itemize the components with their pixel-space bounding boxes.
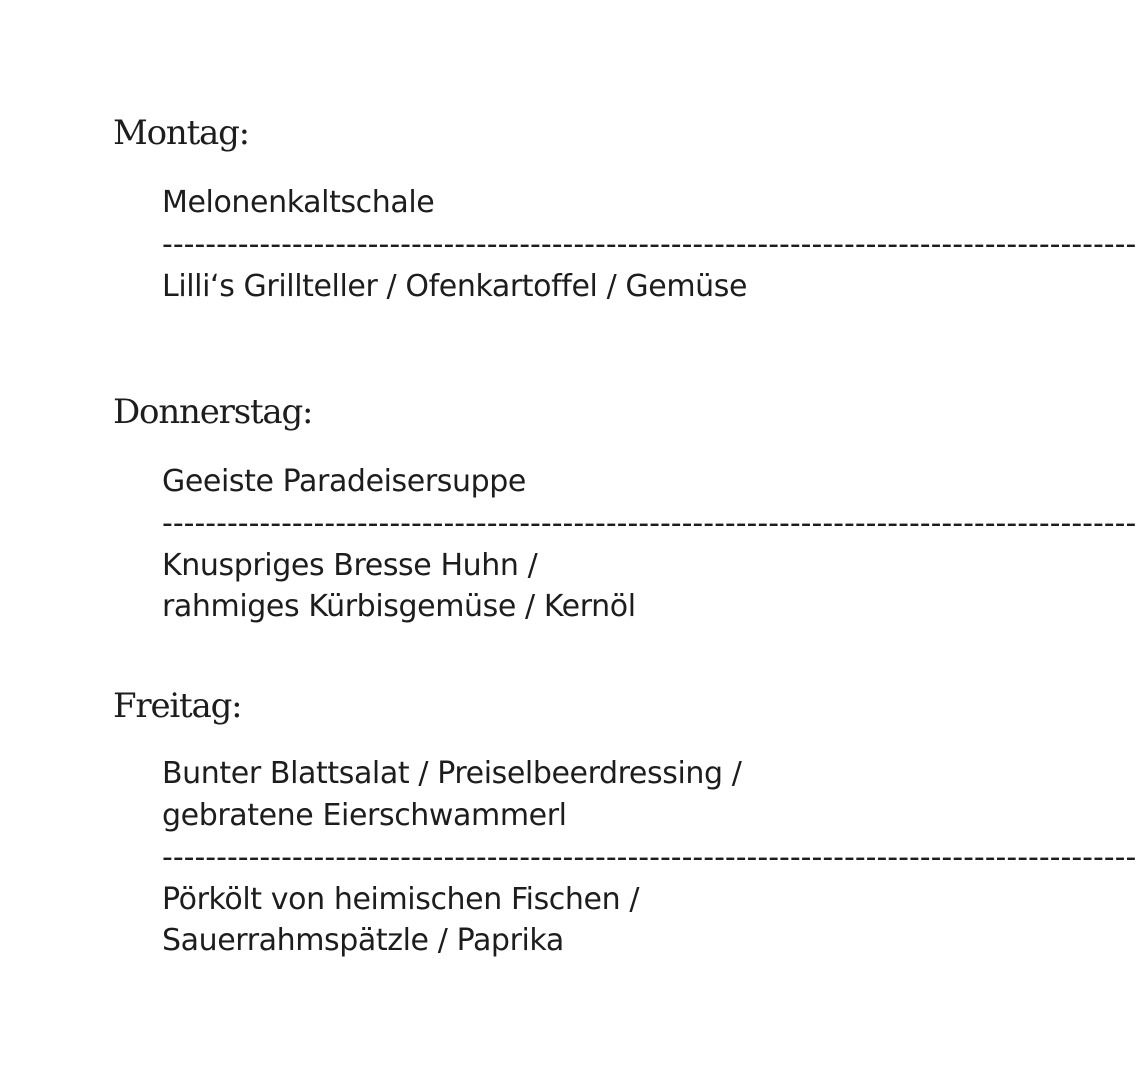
- divider-donnerstag: ------------------------------------------------------------------------------------------: [162, 506, 1136, 541]
- day-heading-montag: Montag:: [113, 113, 249, 153]
- divider-freitag: ------------------------------------------------------------------------------------------: [162, 840, 1136, 875]
- day-heading-freitag: Freitag:: [113, 686, 242, 726]
- main-course-donnerstag-line-1: Knuspriges Bresse Huhn /: [162, 548, 538, 583]
- starter-freitag-line-1: Bunter Blattsalat / Preiselbeerdressing /: [162, 756, 742, 791]
- main-course-donnerstag-line-2: rahmiges Kürbisgemüse / Kernöl: [162, 589, 636, 624]
- main-course-freitag-line-2: Sauerrahmspätzle / Paprika: [162, 923, 564, 958]
- main-course-freitag-line-1: Pörkölt von heimischen Fischen /: [162, 882, 640, 917]
- main-course-montag: Lilli‘s Grillteller / Ofenkartoffel / Gemüse: [162, 269, 748, 304]
- starter-freitag-line-2: gebratene Eierschwammerl: [162, 798, 567, 833]
- starter-montag: Melonenkaltschale: [162, 185, 435, 220]
- divider-montag: ------------------------------------------------------------------------------------------: [162, 227, 1136, 262]
- day-heading-donnerstag: Donnerstag:: [113, 392, 313, 432]
- starter-donnerstag: Geeiste Paradeisersuppe: [162, 464, 526, 499]
